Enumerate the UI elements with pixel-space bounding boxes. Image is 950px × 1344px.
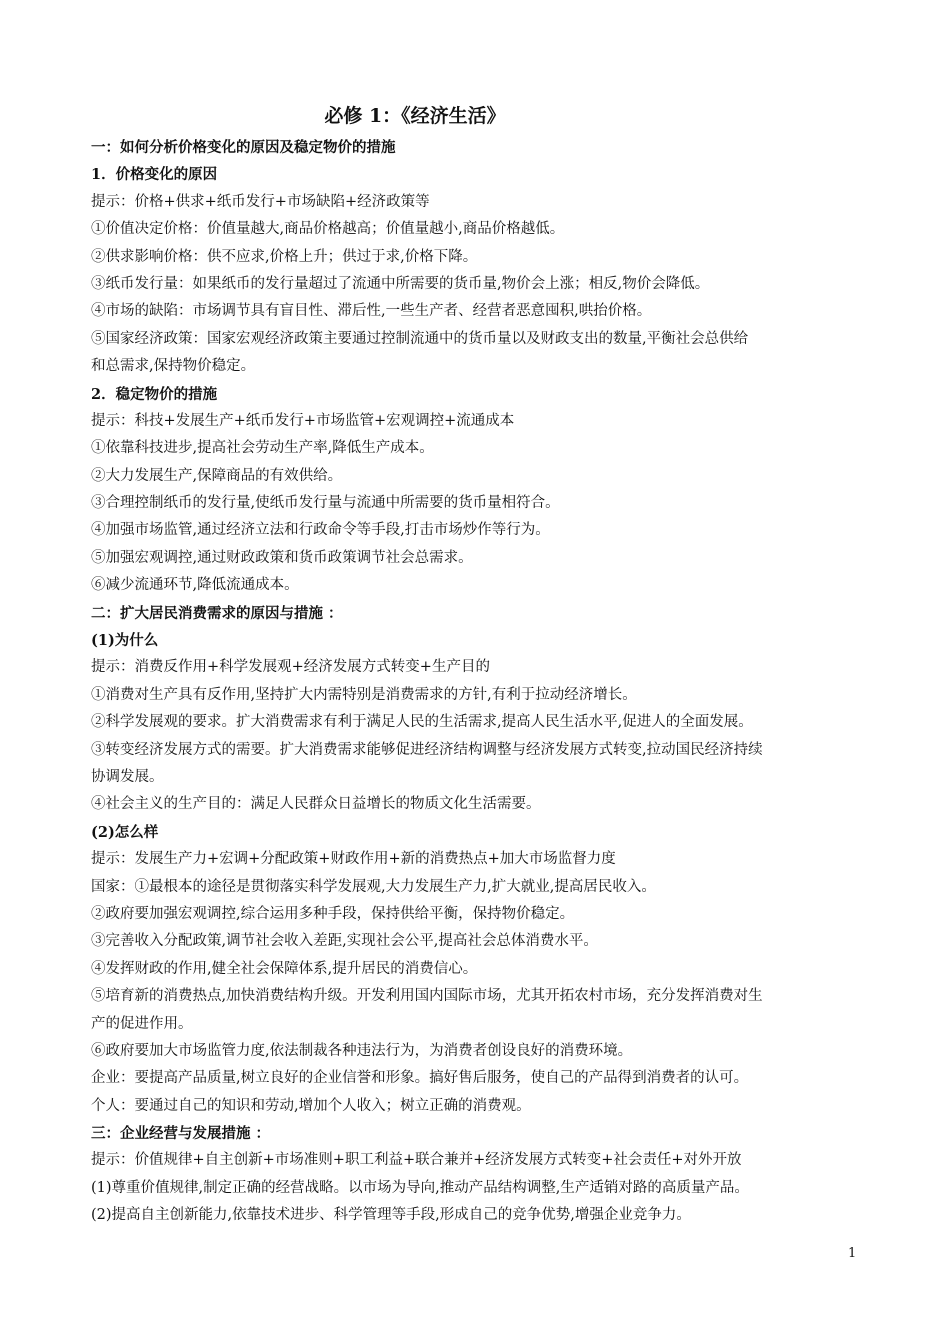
text-line: 产的促进作用。 xyxy=(91,1015,193,1032)
subheading-why: (1)为什么 xyxy=(91,632,159,650)
text-line: ⑥政府要加大市场监管力度,依法制裁各种违法行为，为消费者创设良好的消费环境。 xyxy=(91,1042,633,1059)
text-line: ①消费对生产具有反作用,坚持扩大内需特别是消费需求的方针,有利于拉动经济增长。 xyxy=(91,686,637,703)
text-line: (2)提高自主创新能力,依靠技术进步、科学管理等手段,形成自己的竞争优势,增强企业竞争力。 xyxy=(91,1207,691,1224)
text-line: 协调发展。 xyxy=(91,768,164,785)
text-line: ③完善收入分配政策,调节社会收入差距,实现社会公平,提高社会总体消费水平。 xyxy=(91,933,598,950)
text-line: ①依靠科技进步,提高社会劳动生产率,降低生产成本。 xyxy=(91,440,434,457)
subheading-how: (2)怎么样 xyxy=(91,823,159,841)
text-line: ③合理控制纸币的发行量,使纸币发行量与流通中所需要的货币量相符合。 xyxy=(91,495,560,512)
text-line: 和总需求,保持物价稳定。 xyxy=(91,358,256,375)
section-heading-1: 一：如何分析价格变化的原因及稳定物价的措施 xyxy=(91,139,396,156)
hint-line: 提示：消费反作用+科学发展观+经济发展方式转变+生产目的 xyxy=(91,659,490,676)
text-line: ②政府要加强宏观调控,综合运用多种手段，保持供给平衡，保持物价稳定。 xyxy=(91,905,575,922)
text-line: ④市场的缺陷：市场调节具有盲目性、滞后性,一些生产者、经营者恶意囤积,哄抬价格。 xyxy=(91,303,652,320)
text-line: ⑤加强宏观调控,通过财政政策和货币政策调节社会总需求。 xyxy=(91,549,473,566)
page-number: 1 xyxy=(848,1246,857,1261)
hint-line: 提示：发展生产力+宏调+分配政策+财政作用+新的消费热点+加大市场监督力度 xyxy=(91,851,616,868)
text-line: ⑤国家经济政策：国家宏观经济政策主要通过控制流通中的货币量以及财政支出的数量,平衡社会总供给 xyxy=(91,330,749,347)
text-line: ②大力发展生产,保障商品的有效供给。 xyxy=(91,467,343,484)
document-title: 必修 1：《经济生活》 xyxy=(324,105,506,127)
section-heading-3: 三：企业经营与发展措施 ： xyxy=(91,1125,271,1143)
text-line: ⑥减少流通环节,降低流通成本。 xyxy=(91,577,299,594)
text-line: ⑤培育新的消费热点,加快消费结构升级。开发利用国内国际市场，尤其开拓农村市场，充分发挥消费对生 xyxy=(91,988,763,1005)
hint-line: 提示：价值规律+自主创新+市场准则+职工利益+联合兼并+经济发展方式转变+社会责任+对外开放 xyxy=(91,1152,742,1169)
text-line: ③转变经济发展方式的需要。扩大消费需求能够促进经济结构调整与经济发展方式转变,拉动国民经济持续 xyxy=(91,741,763,758)
text-line: 国家：①最根本的途径是贯彻落实科学发展观,大力发展生产力,扩大就业,提高居民收入。 xyxy=(91,878,656,895)
text-line: 企业：要提高产品质量,树立良好的企业信誉和形象。搞好售后服务，使自己的产品得到消费者的认可。 xyxy=(91,1070,749,1087)
subheading-stabilize-prices: 2．稳定物价的措施 xyxy=(91,385,218,403)
text-line: ②科学发展观的要求。扩大消费需求有利于满足人民的生活需求,提高人民生活水平,促进人的全面发展。 xyxy=(91,714,753,731)
text-line: ④发挥财政的作用,健全社会保障体系,提升居民的消费信心。 xyxy=(91,960,478,977)
text-line: ③纸币发行量：如果纸币的发行量超过了流通中所需要的货币量,物价会上涨；相反,物价会降低。 xyxy=(91,275,710,292)
text-line: 个人：要通过自己的知识和劳动,增加个人收入；树立正确的消费观。 xyxy=(91,1097,531,1114)
document-body xyxy=(91,134,866,1230)
text-line: ②供求影响价格：供不应求,价格上升；供过于求,价格下降。 xyxy=(91,248,478,265)
text-line: ④加强市场监管,通过经济立法和行政命令等手段,打击市场炒作等行为。 xyxy=(91,522,550,539)
hint-line: 提示：价格+供求+纸币发行+市场缺陷+经济政策等 xyxy=(91,193,430,210)
hint-line: 提示：科技+发展生产+纸币发行+市场监管+宏观调控+流通成本 xyxy=(91,412,515,429)
text-line: ④社会主义的生产目的：满足人民群众日益增长的物质文化生活需要。 xyxy=(91,796,541,813)
section-heading-2: 二：扩大居民消费需求的原因与措施 ： xyxy=(91,604,343,622)
subheading-price-causes: 1．价格变化的原因 xyxy=(91,166,218,184)
text-line: ①价值决定价格：价值量越大,商品价格越高；价值量越小,商品价格越低。 xyxy=(91,221,565,238)
text-line: (1)尊重价值规律,制定正确的经营战略。以市场为导向,推动产品结构调整,生产适销对路的高质量产品。 xyxy=(91,1179,749,1196)
